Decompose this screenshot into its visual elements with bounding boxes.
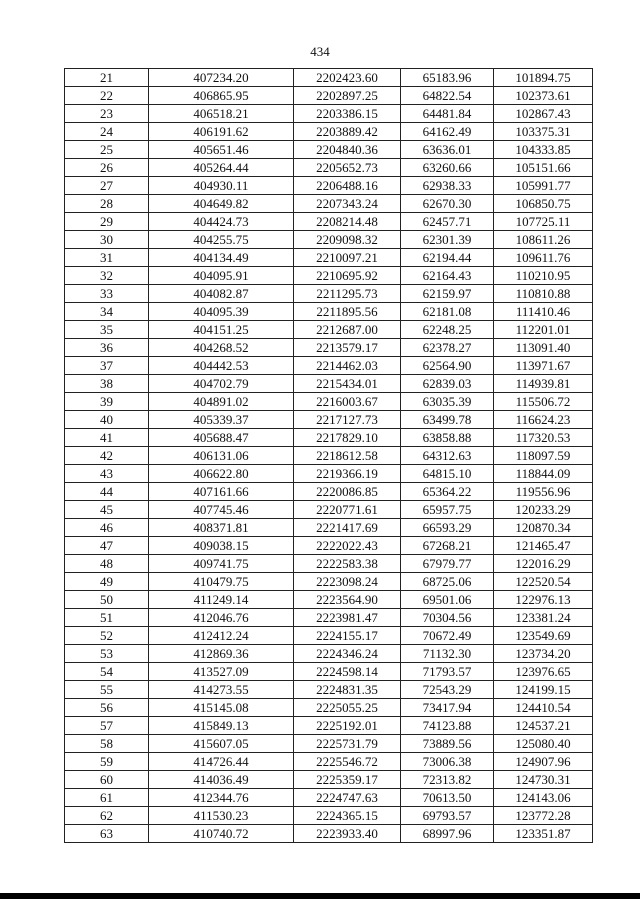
row-index-cell: 53 bbox=[65, 645, 149, 663]
row-index-cell: 42 bbox=[65, 447, 149, 465]
value-c-cell: 72543.29 bbox=[401, 681, 494, 699]
row-index-cell: 31 bbox=[65, 249, 149, 267]
value-a-cell: 405651.46 bbox=[149, 141, 294, 159]
value-c-cell: 69793.57 bbox=[401, 807, 494, 825]
value-c-cell: 62301.39 bbox=[401, 231, 494, 249]
bottom-rule bbox=[0, 893, 640, 899]
value-a-cell: 413527.09 bbox=[149, 663, 294, 681]
value-b-cell: 2203889.42 bbox=[294, 123, 401, 141]
page-number: 434 bbox=[310, 44, 330, 59]
row-index-cell: 50 bbox=[65, 591, 149, 609]
value-b-cell: 2225359.17 bbox=[294, 771, 401, 789]
value-a-cell: 406191.62 bbox=[149, 123, 294, 141]
value-d-cell: 124199.15 bbox=[494, 681, 593, 699]
value-c-cell: 62564.90 bbox=[401, 357, 494, 375]
value-b-cell: 2225546.72 bbox=[294, 753, 401, 771]
value-b-cell: 2204840.36 bbox=[294, 141, 401, 159]
table-row bbox=[65, 591, 593, 609]
value-a-cell: 404082.87 bbox=[149, 285, 294, 303]
table-row bbox=[65, 555, 593, 573]
value-d-cell: 123351.87 bbox=[494, 825, 593, 843]
row-index-cell: 41 bbox=[65, 429, 149, 447]
value-c-cell: 71793.57 bbox=[401, 663, 494, 681]
row-index-cell: 39 bbox=[65, 393, 149, 411]
table-row bbox=[65, 69, 593, 87]
value-c-cell: 68997.96 bbox=[401, 825, 494, 843]
value-c-cell: 62378.27 bbox=[401, 339, 494, 357]
table-row bbox=[65, 609, 593, 627]
value-b-cell: 2206488.16 bbox=[294, 177, 401, 195]
value-c-cell: 62164.43 bbox=[401, 267, 494, 285]
value-b-cell: 2215434.01 bbox=[294, 375, 401, 393]
value-a-cell: 404134.49 bbox=[149, 249, 294, 267]
value-b-cell: 2210097.21 bbox=[294, 249, 401, 267]
row-index-cell: 47 bbox=[65, 537, 149, 555]
value-b-cell: 2223981.47 bbox=[294, 609, 401, 627]
table-row bbox=[65, 699, 593, 717]
table-row bbox=[65, 177, 593, 195]
table-row bbox=[65, 411, 593, 429]
value-a-cell: 404424.73 bbox=[149, 213, 294, 231]
table-row bbox=[65, 429, 593, 447]
row-index-cell: 24 bbox=[65, 123, 149, 141]
table-row bbox=[65, 465, 593, 483]
row-index-cell: 43 bbox=[65, 465, 149, 483]
table-row bbox=[65, 735, 593, 753]
row-index-cell: 35 bbox=[65, 321, 149, 339]
value-d-cell: 123772.28 bbox=[494, 807, 593, 825]
value-c-cell: 70304.56 bbox=[401, 609, 494, 627]
table-row bbox=[65, 753, 593, 771]
value-c-cell: 65957.75 bbox=[401, 501, 494, 519]
row-index-cell: 30 bbox=[65, 231, 149, 249]
value-b-cell: 2224831.35 bbox=[294, 681, 401, 699]
value-d-cell: 124410.54 bbox=[494, 699, 593, 717]
value-d-cell: 109611.76 bbox=[494, 249, 593, 267]
value-c-cell: 63636.01 bbox=[401, 141, 494, 159]
table-body bbox=[65, 69, 593, 843]
value-b-cell: 2217829.10 bbox=[294, 429, 401, 447]
value-c-cell: 69501.06 bbox=[401, 591, 494, 609]
value-a-cell: 404151.25 bbox=[149, 321, 294, 339]
row-index-cell: 45 bbox=[65, 501, 149, 519]
table-row bbox=[65, 285, 593, 303]
value-d-cell: 101894.75 bbox=[494, 69, 593, 87]
value-a-cell: 404442.53 bbox=[149, 357, 294, 375]
table-row bbox=[65, 645, 593, 663]
value-c-cell: 64312.63 bbox=[401, 447, 494, 465]
value-d-cell: 124143.06 bbox=[494, 789, 593, 807]
value-d-cell: 121465.47 bbox=[494, 537, 593, 555]
value-d-cell: 124730.31 bbox=[494, 771, 593, 789]
table-row bbox=[65, 195, 593, 213]
table-row bbox=[65, 249, 593, 267]
table-row bbox=[65, 501, 593, 519]
value-c-cell: 70672.49 bbox=[401, 627, 494, 645]
value-c-cell: 64162.49 bbox=[401, 123, 494, 141]
table-row bbox=[65, 339, 593, 357]
value-d-cell: 103375.31 bbox=[494, 123, 593, 141]
row-index-cell: 34 bbox=[65, 303, 149, 321]
value-b-cell: 2202423.60 bbox=[294, 69, 401, 87]
value-a-cell: 415607.05 bbox=[149, 735, 294, 753]
value-d-cell: 113091.40 bbox=[494, 339, 593, 357]
value-c-cell: 73889.56 bbox=[401, 735, 494, 753]
value-b-cell: 2225731.79 bbox=[294, 735, 401, 753]
value-d-cell: 120233.29 bbox=[494, 501, 593, 519]
value-d-cell: 115506.72 bbox=[494, 393, 593, 411]
value-a-cell: 414273.55 bbox=[149, 681, 294, 699]
value-c-cell: 62670.30 bbox=[401, 195, 494, 213]
value-c-cell: 65364.22 bbox=[401, 483, 494, 501]
value-c-cell: 63858.88 bbox=[401, 429, 494, 447]
value-b-cell: 2220086.85 bbox=[294, 483, 401, 501]
value-b-cell: 2202897.25 bbox=[294, 87, 401, 105]
value-c-cell: 64481.84 bbox=[401, 105, 494, 123]
value-b-cell: 2225192.01 bbox=[294, 717, 401, 735]
value-c-cell: 65183.96 bbox=[401, 69, 494, 87]
value-d-cell: 124537.21 bbox=[494, 717, 593, 735]
table-row bbox=[65, 807, 593, 825]
value-b-cell: 2223933.40 bbox=[294, 825, 401, 843]
value-c-cell: 63035.39 bbox=[401, 393, 494, 411]
value-b-cell: 2222583.38 bbox=[294, 555, 401, 573]
value-a-cell: 412869.36 bbox=[149, 645, 294, 663]
value-d-cell: 113971.67 bbox=[494, 357, 593, 375]
row-index-cell: 54 bbox=[65, 663, 149, 681]
value-d-cell: 116624.23 bbox=[494, 411, 593, 429]
value-d-cell: 111410.46 bbox=[494, 303, 593, 321]
row-index-cell: 57 bbox=[65, 717, 149, 735]
value-d-cell: 123734.20 bbox=[494, 645, 593, 663]
value-a-cell: 404891.02 bbox=[149, 393, 294, 411]
coordinates-table bbox=[64, 68, 593, 843]
value-b-cell: 2224598.14 bbox=[294, 663, 401, 681]
row-index-cell: 27 bbox=[65, 177, 149, 195]
value-c-cell: 68725.06 bbox=[401, 573, 494, 591]
value-b-cell: 2224365.15 bbox=[294, 807, 401, 825]
table-row bbox=[65, 627, 593, 645]
row-index-cell: 59 bbox=[65, 753, 149, 771]
value-d-cell: 105151.66 bbox=[494, 159, 593, 177]
value-d-cell: 117320.53 bbox=[494, 429, 593, 447]
value-d-cell: 105991.77 bbox=[494, 177, 593, 195]
value-a-cell: 404255.75 bbox=[149, 231, 294, 249]
value-d-cell: 123549.69 bbox=[494, 627, 593, 645]
value-a-cell: 409038.15 bbox=[149, 537, 294, 555]
table-row bbox=[65, 105, 593, 123]
row-index-cell: 44 bbox=[65, 483, 149, 501]
value-c-cell: 62159.97 bbox=[401, 285, 494, 303]
table-row bbox=[65, 393, 593, 411]
value-b-cell: 2223564.90 bbox=[294, 591, 401, 609]
row-index-cell: 58 bbox=[65, 735, 149, 753]
value-c-cell: 63260.66 bbox=[401, 159, 494, 177]
value-b-cell: 2213579.17 bbox=[294, 339, 401, 357]
value-d-cell: 102373.61 bbox=[494, 87, 593, 105]
value-a-cell: 405264.44 bbox=[149, 159, 294, 177]
value-d-cell: 125080.40 bbox=[494, 735, 593, 753]
value-b-cell: 2211295.73 bbox=[294, 285, 401, 303]
value-d-cell: 102867.43 bbox=[494, 105, 593, 123]
table-row bbox=[65, 663, 593, 681]
value-c-cell: 64815.10 bbox=[401, 465, 494, 483]
value-a-cell: 412344.76 bbox=[149, 789, 294, 807]
table-row bbox=[65, 483, 593, 501]
value-a-cell: 414726.44 bbox=[149, 753, 294, 771]
value-d-cell: 104333.85 bbox=[494, 141, 593, 159]
value-d-cell: 118844.09 bbox=[494, 465, 593, 483]
value-c-cell: 74123.88 bbox=[401, 717, 494, 735]
value-c-cell: 67268.21 bbox=[401, 537, 494, 555]
value-d-cell: 122520.54 bbox=[494, 573, 593, 591]
value-d-cell: 122976.13 bbox=[494, 591, 593, 609]
row-index-cell: 38 bbox=[65, 375, 149, 393]
row-index-cell: 36 bbox=[65, 339, 149, 357]
value-a-cell: 404930.11 bbox=[149, 177, 294, 195]
value-a-cell: 407745.46 bbox=[149, 501, 294, 519]
value-d-cell: 107725.11 bbox=[494, 213, 593, 231]
value-d-cell: 110810.88 bbox=[494, 285, 593, 303]
value-a-cell: 409741.75 bbox=[149, 555, 294, 573]
value-c-cell: 62194.44 bbox=[401, 249, 494, 267]
row-index-cell: 25 bbox=[65, 141, 149, 159]
value-b-cell: 2224747.63 bbox=[294, 789, 401, 807]
value-d-cell: 108611.26 bbox=[494, 231, 593, 249]
table-row bbox=[65, 519, 593, 537]
row-index-cell: 40 bbox=[65, 411, 149, 429]
value-d-cell: 124907.96 bbox=[494, 753, 593, 771]
value-a-cell: 404268.52 bbox=[149, 339, 294, 357]
table-row bbox=[65, 141, 593, 159]
value-c-cell: 66593.29 bbox=[401, 519, 494, 537]
value-b-cell: 2224155.17 bbox=[294, 627, 401, 645]
value-b-cell: 2207343.24 bbox=[294, 195, 401, 213]
row-index-cell: 28 bbox=[65, 195, 149, 213]
table-row bbox=[65, 267, 593, 285]
row-index-cell: 61 bbox=[65, 789, 149, 807]
value-b-cell: 2211895.56 bbox=[294, 303, 401, 321]
table-row bbox=[65, 213, 593, 231]
value-c-cell: 70613.50 bbox=[401, 789, 494, 807]
value-c-cell: 72313.82 bbox=[401, 771, 494, 789]
row-index-cell: 33 bbox=[65, 285, 149, 303]
value-d-cell: 118097.59 bbox=[494, 447, 593, 465]
value-d-cell: 119556.96 bbox=[494, 483, 593, 501]
row-index-cell: 48 bbox=[65, 555, 149, 573]
value-b-cell: 2217127.73 bbox=[294, 411, 401, 429]
row-index-cell: 32 bbox=[65, 267, 149, 285]
value-a-cell: 408371.81 bbox=[149, 519, 294, 537]
row-index-cell: 51 bbox=[65, 609, 149, 627]
value-b-cell: 2221417.69 bbox=[294, 519, 401, 537]
table-row bbox=[65, 789, 593, 807]
value-b-cell: 2219366.19 bbox=[294, 465, 401, 483]
value-b-cell: 2208214.48 bbox=[294, 213, 401, 231]
table-row bbox=[65, 771, 593, 789]
table-row bbox=[65, 303, 593, 321]
value-b-cell: 2210695.92 bbox=[294, 267, 401, 285]
row-index-cell: 22 bbox=[65, 87, 149, 105]
value-b-cell: 2209098.32 bbox=[294, 231, 401, 249]
table-row bbox=[65, 159, 593, 177]
table-row bbox=[65, 717, 593, 735]
value-d-cell: 123381.24 bbox=[494, 609, 593, 627]
table-row bbox=[65, 447, 593, 465]
value-b-cell: 2205652.73 bbox=[294, 159, 401, 177]
table-row bbox=[65, 537, 593, 555]
value-c-cell: 62181.08 bbox=[401, 303, 494, 321]
table-row bbox=[65, 825, 593, 843]
value-c-cell: 62457.71 bbox=[401, 213, 494, 231]
value-a-cell: 415145.08 bbox=[149, 699, 294, 717]
row-index-cell: 37 bbox=[65, 357, 149, 375]
value-a-cell: 410740.72 bbox=[149, 825, 294, 843]
table-row bbox=[65, 123, 593, 141]
value-b-cell: 2214462.03 bbox=[294, 357, 401, 375]
row-index-cell: 29 bbox=[65, 213, 149, 231]
value-d-cell: 122016.29 bbox=[494, 555, 593, 573]
value-b-cell: 2222022.43 bbox=[294, 537, 401, 555]
value-b-cell: 2216003.67 bbox=[294, 393, 401, 411]
table-row bbox=[65, 357, 593, 375]
value-c-cell: 63499.78 bbox=[401, 411, 494, 429]
value-d-cell: 123976.65 bbox=[494, 663, 593, 681]
table-row bbox=[65, 375, 593, 393]
value-b-cell: 2224346.24 bbox=[294, 645, 401, 663]
value-a-cell: 412412.24 bbox=[149, 627, 294, 645]
value-c-cell: 73006.38 bbox=[401, 753, 494, 771]
value-a-cell: 412046.76 bbox=[149, 609, 294, 627]
value-a-cell: 405339.37 bbox=[149, 411, 294, 429]
value-c-cell: 62248.25 bbox=[401, 321, 494, 339]
value-b-cell: 2218612.58 bbox=[294, 447, 401, 465]
value-a-cell: 411530.23 bbox=[149, 807, 294, 825]
table-row bbox=[65, 573, 593, 591]
value-c-cell: 73417.94 bbox=[401, 699, 494, 717]
table-row bbox=[65, 231, 593, 249]
row-index-cell: 26 bbox=[65, 159, 149, 177]
row-index-cell: 56 bbox=[65, 699, 149, 717]
row-index-cell: 52 bbox=[65, 627, 149, 645]
value-b-cell: 2203386.15 bbox=[294, 105, 401, 123]
value-a-cell: 406518.21 bbox=[149, 105, 294, 123]
value-d-cell: 110210.95 bbox=[494, 267, 593, 285]
value-d-cell: 112201.01 bbox=[494, 321, 593, 339]
value-a-cell: 404095.39 bbox=[149, 303, 294, 321]
row-index-cell: 46 bbox=[65, 519, 149, 537]
value-a-cell: 406131.06 bbox=[149, 447, 294, 465]
value-b-cell: 2220771.61 bbox=[294, 501, 401, 519]
value-d-cell: 120870.34 bbox=[494, 519, 593, 537]
value-a-cell: 407161.66 bbox=[149, 483, 294, 501]
row-index-cell: 55 bbox=[65, 681, 149, 699]
row-index-cell: 63 bbox=[65, 825, 149, 843]
row-index-cell: 23 bbox=[65, 105, 149, 123]
value-a-cell: 404095.91 bbox=[149, 267, 294, 285]
value-a-cell: 405688.47 bbox=[149, 429, 294, 447]
value-a-cell: 407234.20 bbox=[149, 69, 294, 87]
table-row bbox=[65, 681, 593, 699]
value-a-cell: 406865.95 bbox=[149, 87, 294, 105]
value-d-cell: 114939.81 bbox=[494, 375, 593, 393]
value-a-cell: 404649.82 bbox=[149, 195, 294, 213]
row-index-cell: 21 bbox=[65, 69, 149, 87]
value-a-cell: 404702.79 bbox=[149, 375, 294, 393]
table-row bbox=[65, 321, 593, 339]
value-c-cell: 64822.54 bbox=[401, 87, 494, 105]
value-d-cell: 106850.75 bbox=[494, 195, 593, 213]
table-row bbox=[65, 87, 593, 105]
value-a-cell: 410479.75 bbox=[149, 573, 294, 591]
value-c-cell: 62839.03 bbox=[401, 375, 494, 393]
value-a-cell: 406622.80 bbox=[149, 465, 294, 483]
value-b-cell: 2225055.25 bbox=[294, 699, 401, 717]
row-index-cell: 60 bbox=[65, 771, 149, 789]
value-a-cell: 415849.13 bbox=[149, 717, 294, 735]
value-c-cell: 71132.30 bbox=[401, 645, 494, 663]
value-c-cell: 67979.77 bbox=[401, 555, 494, 573]
row-index-cell: 62 bbox=[65, 807, 149, 825]
row-index-cell: 49 bbox=[65, 573, 149, 591]
value-a-cell: 414036.49 bbox=[149, 771, 294, 789]
value-c-cell: 62938.33 bbox=[401, 177, 494, 195]
value-a-cell: 411249.14 bbox=[149, 591, 294, 609]
value-b-cell: 2223098.24 bbox=[294, 573, 401, 591]
value-b-cell: 2212687.00 bbox=[294, 321, 401, 339]
